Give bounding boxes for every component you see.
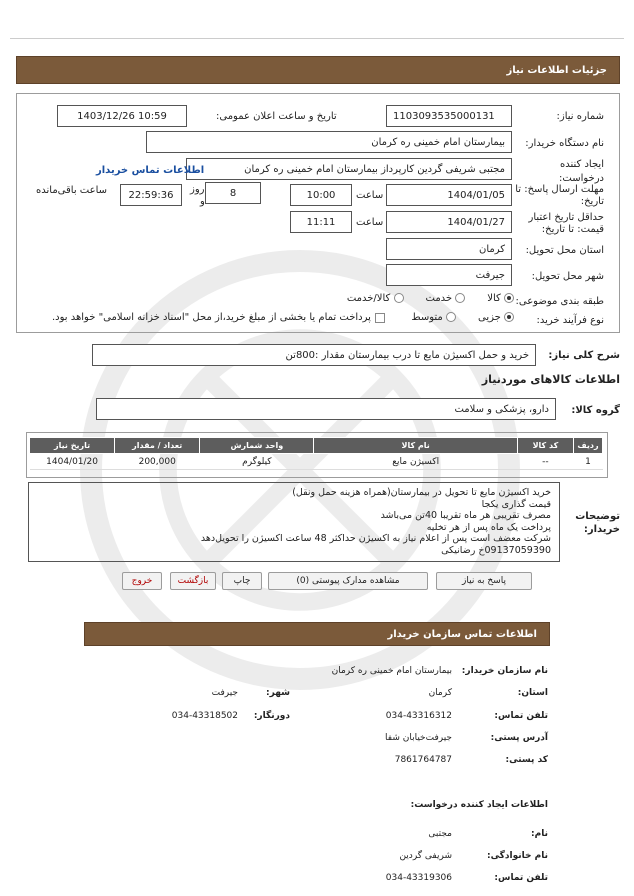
contact-fax-label: دورنگار:: [253, 711, 290, 721]
exit-button[interactable]: خروج: [122, 572, 162, 590]
contact-address: جیرفت‌خیابان شفا: [385, 733, 452, 743]
summary-field: خرید و حمل اکسیژن مایع تا درب بیمارستان مقدار :800تن: [92, 344, 536, 366]
process-option-partial[interactable]: جزیی: [478, 312, 514, 323]
process-option-medium[interactable]: متوسط: [411, 312, 456, 323]
process-radio-group: [411, 312, 514, 323]
contact-postal-label: کد پستی:: [505, 755, 548, 765]
remaining-time-field: 22:59:36: [120, 184, 182, 206]
remaining-label: ساعت باقی‌مانده: [36, 185, 108, 196]
notes-line: پرداخت یک ماه پس از هر تخلیه: [426, 521, 551, 533]
notes-line: مصرف تقریبی هر ماه تقریبا 40تن می‌باشد: [380, 510, 551, 521]
contact-province: کرمان: [428, 688, 452, 698]
notes-line: 09137059390خ رضانیکی: [441, 544, 551, 556]
creator-phone-label: تلفن تماس:: [494, 873, 548, 883]
cell-date: 1404/01/20: [30, 454, 115, 470]
table-row[interactable]: [30, 454, 603, 470]
col-row: ردیف: [573, 438, 602, 454]
creator-phone: 034-43319306: [385, 873, 452, 883]
checkbox-icon: [375, 313, 385, 323]
creator-last-name-label: نام خانوادگی:: [486, 851, 548, 861]
validity-date-field: 1404/01/27: [386, 211, 512, 233]
group-label: گروه کالا:: [571, 405, 620, 416]
validity-time-label: ساعت: [356, 217, 384, 228]
contact-postal: 7861764787: [394, 755, 452, 765]
creator-first-name-label: نام:: [531, 829, 548, 839]
treasury-note: پرداخت تمام یا بخشی از مبلغ خرید،از محل "اسناد خزانه اسلامی" خواهد بود.: [52, 312, 371, 323]
goods-table: [29, 437, 603, 470]
print-button[interactable]: چاپ: [222, 572, 262, 590]
radio-icon: [455, 293, 465, 303]
deadline-time-label: ساعت: [356, 190, 384, 201]
contact-fax: 034-43318502: [171, 711, 238, 721]
radio-selected-icon: [504, 293, 514, 303]
summary-label: شرح کلی نیاز:: [548, 350, 620, 361]
creator-label: ایجاد کننده درخواست:: [559, 159, 604, 184]
days-suffix: و: [200, 196, 205, 207]
top-divider: [10, 38, 624, 39]
category-option-both[interactable]: کالا/خدمت: [347, 293, 404, 304]
attachments-button[interactable]: مشاهده مدارک پیوستی (0): [268, 572, 428, 590]
goods-section-title: اطلاعات کالاهای موردنیاز: [481, 373, 620, 386]
col-name: نام کالا: [314, 438, 517, 454]
back-button[interactable]: بازگشت: [170, 572, 216, 590]
cell-unit: کیلوگرم: [200, 454, 314, 470]
goods-table-header: [30, 438, 603, 454]
contact-address-label: آدرس پستی:: [490, 733, 548, 743]
col-code: کد کالا: [517, 438, 573, 454]
contact-city-label: شهر:: [266, 688, 290, 698]
col-date: تاریخ نیاز: [30, 438, 115, 454]
reply-button[interactable]: پاسخ به نیاز: [436, 572, 532, 590]
notes-line: شرکت معضف است پس از اعلام نیاز به اکسیژن حداکثر 48 ساعت اکسیژن را تحویل‌دهد: [200, 533, 551, 544]
notes-box: [28, 482, 560, 562]
radio-selected-icon: [504, 312, 514, 322]
details-header-title: جزئیات اطلاعات نیاز: [506, 64, 607, 76]
buyer-org-field: بیمارستان امام خمینی ره کرمان: [146, 131, 512, 153]
cell-code: --: [517, 454, 573, 470]
notes-line: خرید اکسیژن مایع تا تحویل در بیمارستان(همراه هزینه حمل ونقل): [292, 487, 551, 498]
announce-field: 1403/12/26 10:59: [57, 105, 187, 127]
deadline-time-field: 10:00: [290, 184, 352, 206]
contact-city: جیرفت: [211, 688, 238, 698]
category-radio-group: [347, 293, 514, 304]
city-field: جیرفت: [386, 264, 512, 286]
creator-field: مجتبی شریفی گردین کارپرداز بیمارستان امام خمینی ره کرمان: [186, 158, 512, 180]
creator-info-title: اطلاعات ایجاد کننده درخواست:: [410, 800, 548, 810]
deadline-label: مهلت ارسال پاسخ: تا تاریخ:: [515, 184, 604, 207]
category-option-service[interactable]: خدمت: [426, 293, 466, 304]
contact-org: بیمارستان امام خمینی ره کرمان: [331, 666, 452, 676]
validity-time-field: 11:11: [290, 211, 352, 233]
contact-phone: 034-43316312: [385, 711, 452, 721]
contact-province-label: استان:: [517, 688, 548, 698]
cell-qty: 200,000: [115, 454, 200, 470]
province-field: کرمان: [386, 238, 512, 260]
group-field: دارو، پزشکی و سلامت: [96, 398, 556, 420]
contact-phone-label: تلفن تماس:: [494, 711, 548, 721]
category-option-goods[interactable]: کالا: [487, 293, 514, 304]
radio-icon: [394, 293, 404, 303]
creator-first-name: مجتبی: [428, 829, 452, 839]
need-number-field: 1103093535000131: [386, 105, 512, 127]
col-unit: واحد شمارش: [200, 438, 314, 454]
creator-last-name: شریفی گردین: [399, 851, 452, 861]
cell-row: 1: [573, 454, 602, 470]
buyer-org-label: نام دستگاه خریدار:: [525, 138, 604, 149]
validity-label: حداقل تاریخ اعتبار قیمت: تا تاریخ:: [528, 212, 604, 235]
details-header: [16, 56, 620, 84]
days-label: روز: [190, 184, 205, 195]
treasury-checkbox-row[interactable]: [52, 312, 385, 323]
cell-name: اکسیژن مایع: [314, 454, 517, 470]
process-label: نوع فرآیند خرید:: [536, 315, 604, 326]
deadline-date-field: 1404/01/05: [386, 184, 512, 206]
notes-line: قیمت گذاری یکجا: [481, 498, 551, 510]
city-label: شهر محل تحویل:: [531, 271, 604, 282]
goods-table-panel: [26, 432, 608, 478]
col-qty: تعداد / مقدار: [115, 438, 200, 454]
radio-icon: [446, 312, 456, 322]
need-number-label: شماره نیاز:: [556, 111, 604, 122]
province-label: استان محل تحویل:: [525, 245, 604, 256]
contact-header-title: اطلاعات تماس سازمان خریدار: [387, 628, 537, 640]
announce-label: تاریخ و ساعت اعلان عمومی:: [216, 111, 337, 122]
contact-org-label: نام سازمان خریدار:: [461, 666, 548, 676]
category-label: طبقه بندی موضوعی:: [515, 296, 604, 307]
contact-header: [84, 622, 550, 646]
notes-label: توضیحات خریدار:: [575, 511, 620, 535]
buyer-contact-link[interactable]: اطلاعات تماس خریدار: [96, 165, 205, 176]
days-field: 8: [205, 182, 261, 204]
